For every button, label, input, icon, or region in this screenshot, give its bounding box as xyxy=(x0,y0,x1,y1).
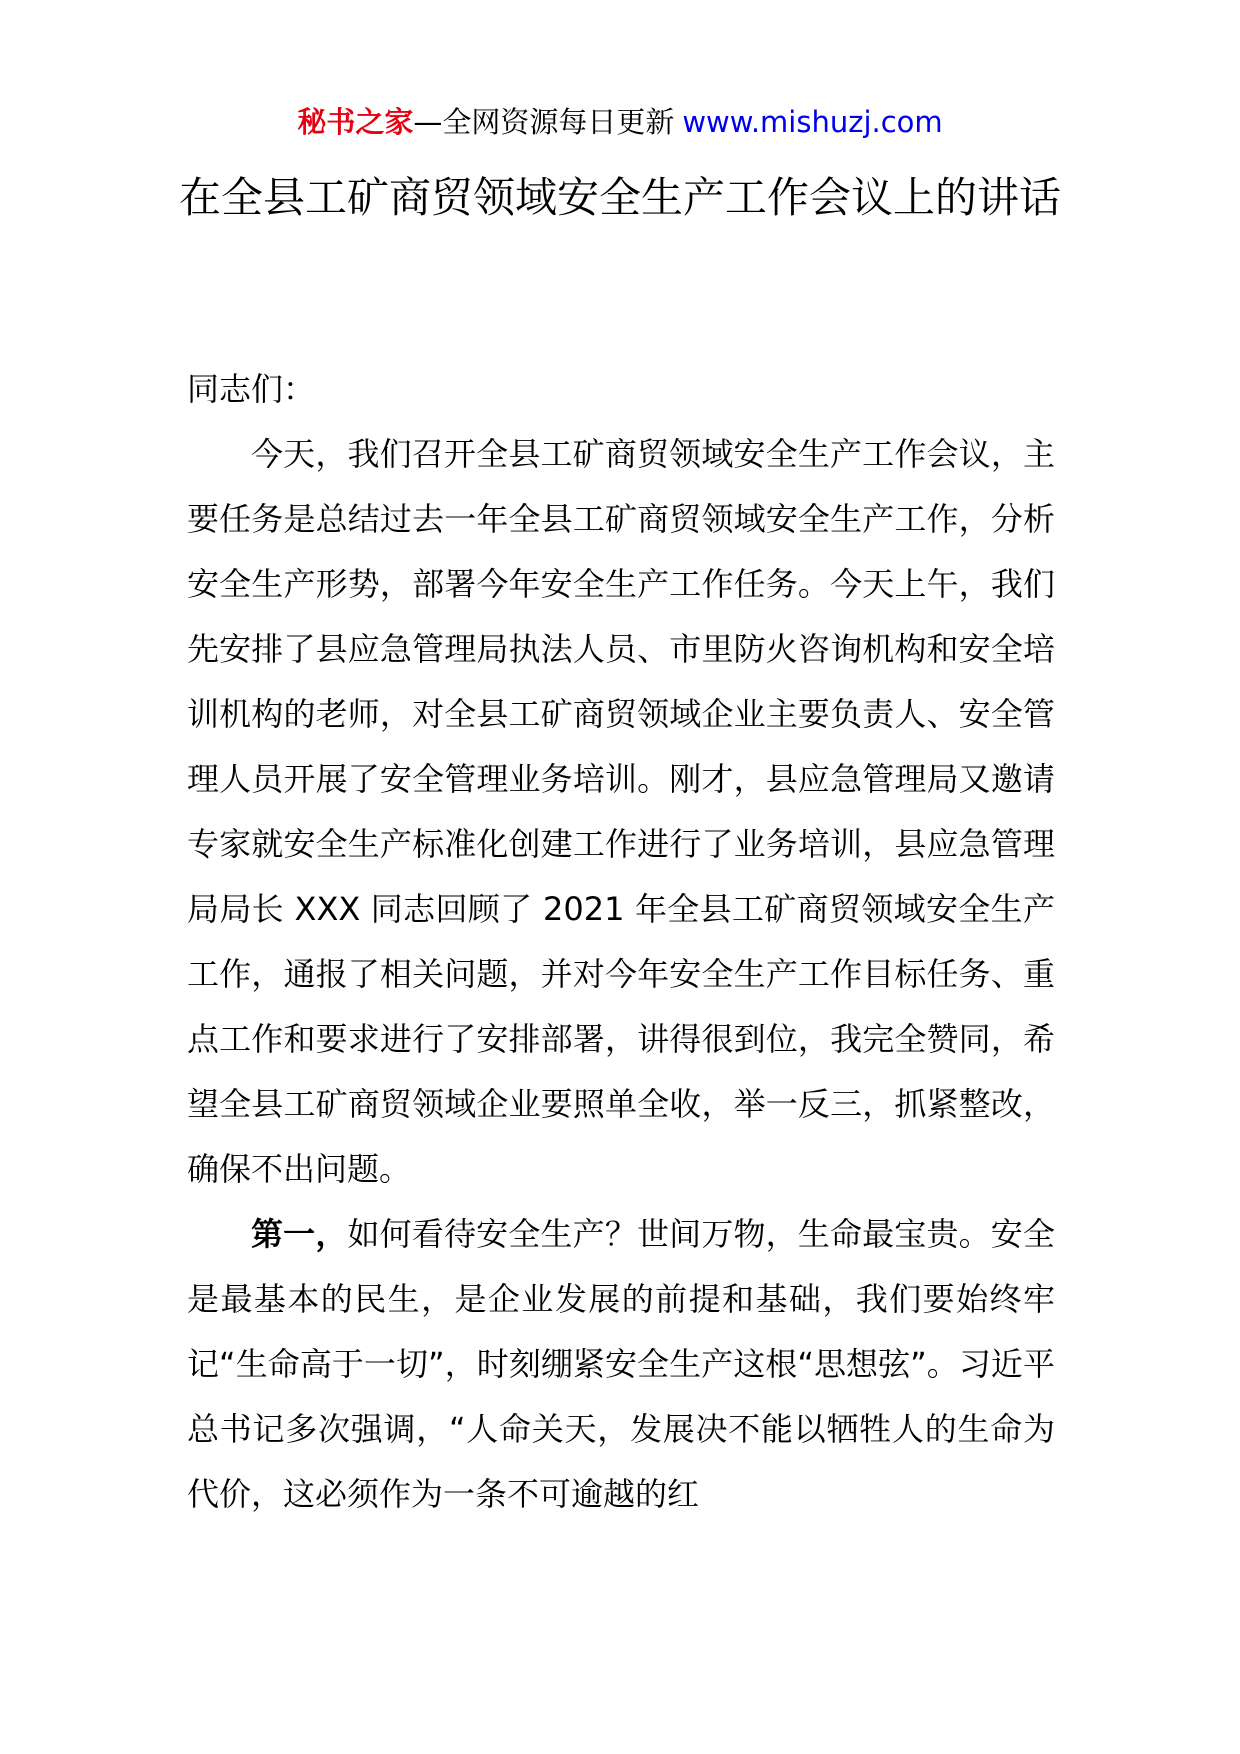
salutation: 同志们： xyxy=(187,370,316,408)
paragraph-1: 今天，我们召开全县工矿商贸领域安全生产工作会议，主要任务是总结过去一年全县工矿商贸领域安全生产工作，分析安全生产形势，部署今年安全生产工作任务。今天上午，我们先安排了县应急管理局执法人员、市里防火咨询机构和安全培训机构的老师，对全县工矿商贸领域企业主要负责人、安全管理人员开展了安全管理业务培训。刚才，县应急管理局又邀请专家就安全生产标准化创建工作进行了业务培训，县应急管理局局长 XXX 同志回顾了 2021 年全县工矿商贸领域安全生产工作，通报了相关问题，并对今年安全生产工作目标任务、重点工作和要求进行了安排部署，讲得很到位，我完全赞同，希望全县工矿商贸领域企业要照单全收，举一反三，抓紧整改，确保不出问题。 xyxy=(187,435,1055,1188)
site-header xyxy=(0,100,1240,144)
paragraph-2-text: 如何看待安全生产？世间万物，生命最宝贵。安全是最基本的民生，是企业发展的前提和基础，我们要始终牢记“生命高于一切”，时刻绷紧安全生产这根“思想弦”。习近平总书记多次强调，“人命关天，发展决不能以牺牲人的生命为代价，这必须作为一条不可逾越的红 xyxy=(187,1215,1055,1513)
document-title: 在全县工矿商贸领域安全生产工作会议上的讲话 xyxy=(178,173,1061,222)
header-tagline: —全网资源每日更新 xyxy=(413,105,675,139)
paragraph-2-lead: 第一， xyxy=(251,1215,348,1253)
paragraph-2 xyxy=(187,1202,1055,1527)
site-url-link[interactable]: www.mishuzj.com xyxy=(682,105,943,139)
document-body xyxy=(187,357,1055,1527)
brand-name: 秘书之家 xyxy=(297,105,414,139)
